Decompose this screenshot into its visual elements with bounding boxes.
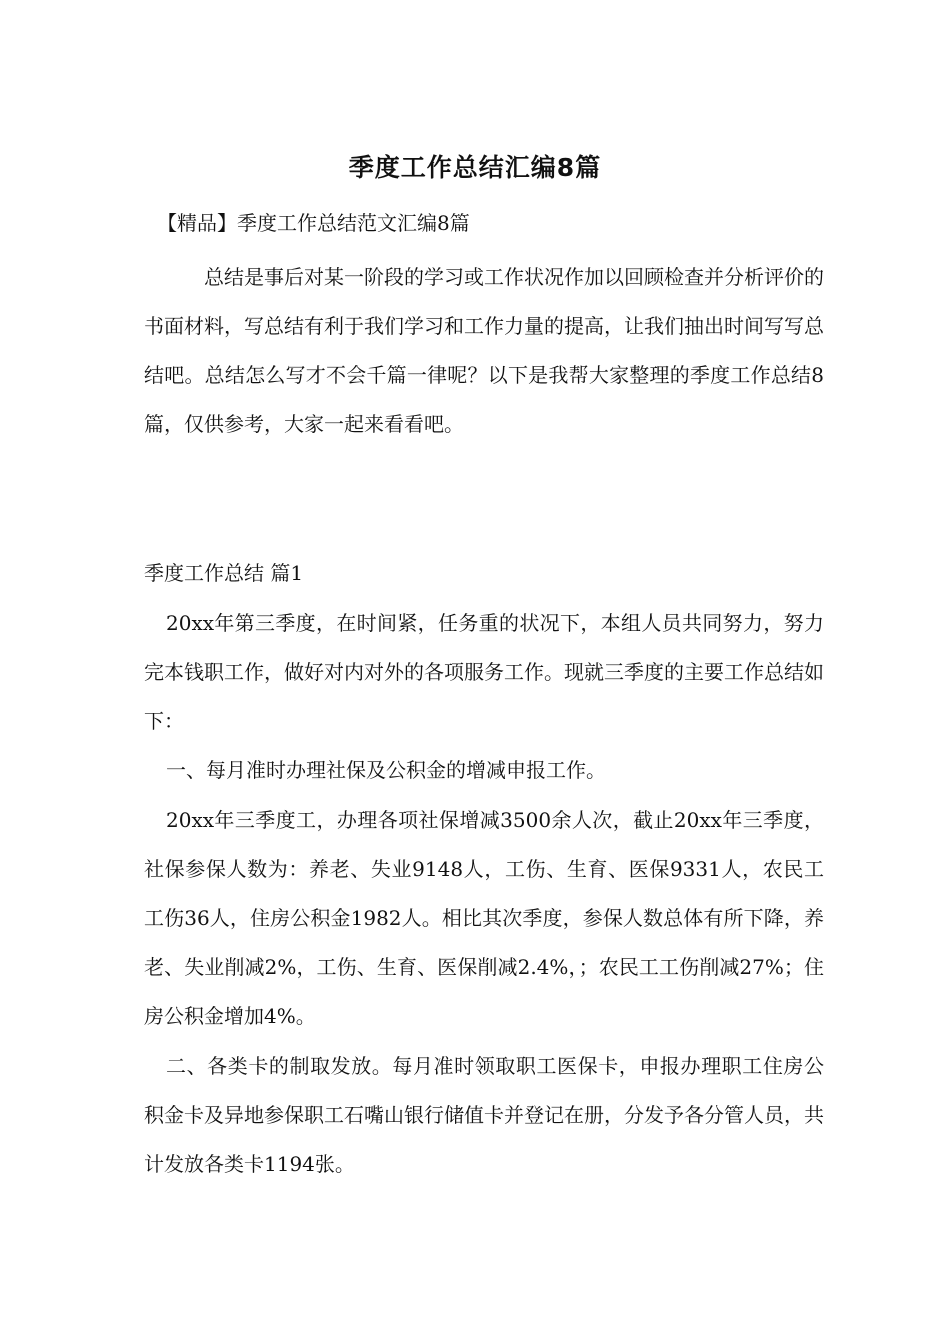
body-paragraph: 二、各类卡的制取发放。每月准时领取职工医保卡，申报办理职工住房公积金卡及异地参保职工石嘴山银行储值卡并登记在册，分发予各分管人员，共计发放各类卡1194张。 <box>144 1054 824 1176</box>
document-title: 季度工作总结汇编8篇 <box>348 153 602 182</box>
body-paragraph: 20xx年第三季度，在时间紧，任务重的状况下，本组人员共同努力，努力完本钱职工作，做好对内对外的各项服务工作。现就三季度的主要工作总结如下： <box>144 611 824 733</box>
intro-paragraph: 总结是事后对某一阶段的学习或工作状况作加以回顾检查并分析评价的书面材料，写总结有利于我们学习和工作力量的提高，让我们抽出时间写写总结吧。总结怎么写才不会千篇一律呢？以下是我帮大家整理的季度工作总结8篇，仅供参考，大家一起来看看吧。 <box>144 265 824 436</box>
body-paragraph: 20xx年三季度工，办理各项社保增减3500余人次，截止20xx年三季度，社保参保人数为：养老、失业9148人，工伤、生育、医保9331人，农民工工伤36人，住房公积金1982人。相比其次季度，参保人数总体有所下降，养老、失业削减2%，工伤、生育、医保削减2.4%，；农民工工伤削减27%；住房公积金增加4%。 <box>144 808 824 1028</box>
body-paragraph: 一、每月准时办理社保及公积金的增减申报工作。 <box>166 758 606 782</box>
section-heading: 季度工作总结 篇1 <box>144 561 304 585</box>
document-subtitle: 【精品】季度工作总结范文汇编8篇 <box>157 211 470 235</box>
